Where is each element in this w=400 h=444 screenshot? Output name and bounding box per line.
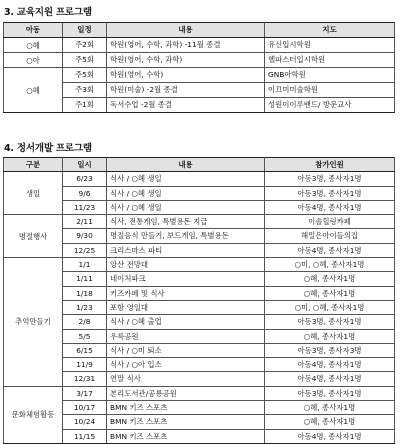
table-cell: 식사 / ○아 입소 bbox=[107, 358, 265, 372]
table-cell: BMN 키즈 스포츠 bbox=[107, 429, 265, 443]
table-row bbox=[4, 172, 395, 186]
table-cell: BMN 키즈 스포츠 bbox=[107, 415, 265, 429]
table-row bbox=[4, 258, 395, 272]
table-cell: ○혜, 종사자1명 bbox=[265, 329, 395, 343]
table-cell: 12/25 bbox=[63, 243, 107, 257]
table-cell: 9/6 bbox=[63, 186, 107, 200]
table-cell: 키즈카페 및 식사 bbox=[107, 286, 265, 300]
table-row bbox=[4, 83, 395, 98]
table-row bbox=[4, 38, 395, 53]
table-cell: 본리도서관/공룡공원 bbox=[107, 386, 265, 400]
table-row bbox=[4, 315, 395, 329]
table-cell: 11/23 bbox=[63, 200, 107, 214]
table-cell: 식사 / ○혜 출업 bbox=[107, 315, 265, 329]
education-support-table bbox=[3, 22, 395, 113]
table-cell: 1/1 bbox=[63, 258, 107, 272]
table-row bbox=[4, 272, 395, 286]
table-cell: 10/24 bbox=[63, 415, 107, 429]
table-cell: 헬파스터입시학원 bbox=[265, 53, 395, 68]
table-row bbox=[4, 343, 395, 357]
table-cell: 아동3명, 종사자1명 bbox=[265, 186, 395, 200]
table-row bbox=[4, 243, 395, 257]
table-row bbox=[4, 98, 395, 113]
table-row bbox=[4, 68, 395, 83]
group-label: ○아 bbox=[4, 53, 63, 68]
section3-title: 3. 교육지원 프로그램 bbox=[4, 7, 92, 18]
table-cell: ○미, ○혜, 종사자1명 bbox=[265, 258, 395, 272]
emotional-development-table bbox=[3, 157, 395, 444]
table-cell: 우륵공원 bbox=[107, 329, 265, 343]
table-cell: 식사 / ○혜 생일 bbox=[107, 172, 265, 186]
group-label: 생일 bbox=[4, 172, 63, 215]
table-cell: ○미, ○혜, 종사자1명 bbox=[265, 300, 395, 314]
table-cell: 9/30 bbox=[63, 229, 107, 243]
table-cell: 식사 / ○혜 생일 bbox=[107, 186, 265, 200]
table-cell: 독서수업 -2월 종결 bbox=[107, 98, 265, 113]
table-cell: 5/5 bbox=[63, 329, 107, 343]
table-cell: 2/11 bbox=[63, 215, 107, 229]
table-row bbox=[4, 358, 395, 372]
table-cell: 11/15 bbox=[63, 429, 107, 443]
table-cell: 12/31 bbox=[63, 372, 107, 386]
table-cell: 학원(영어, 수학) bbox=[107, 68, 265, 83]
table-row bbox=[4, 200, 395, 214]
table-cell: 아동3명, 종사자3명 bbox=[265, 343, 395, 357]
table-cell: 네이처파크 bbox=[107, 272, 265, 286]
table-cell: 주2회 bbox=[63, 38, 107, 53]
column-header: 지도 bbox=[265, 23, 395, 38]
table-cell: 주5회 bbox=[63, 53, 107, 68]
table-cell: 성원이이루밴드/ 방문교사 bbox=[265, 98, 395, 113]
table-cell: 이솔힐링카페 bbox=[265, 215, 395, 229]
header-row bbox=[4, 158, 395, 172]
column-header: 내용 bbox=[107, 158, 265, 172]
table-cell: 유신입시학원 bbox=[265, 38, 395, 53]
group-label: ○혜 bbox=[4, 38, 63, 53]
table-cell: 아동3명, 종사자1명 bbox=[265, 386, 395, 400]
table-cell: 식사 / ○혜 생일 bbox=[107, 200, 265, 214]
table-cell: 연말 식사 bbox=[107, 372, 265, 386]
table-row bbox=[4, 329, 395, 343]
table-row bbox=[4, 429, 395, 443]
table-row bbox=[4, 415, 395, 429]
table-row bbox=[4, 386, 395, 400]
table-cell: 학원(영어, 수학, 과학) -11월 종결 bbox=[107, 38, 265, 53]
group-label: 명절행사 bbox=[4, 215, 63, 258]
section4-title: 4. 정서개발 프로그램 bbox=[4, 143, 92, 154]
table-cell: 주1회 bbox=[63, 98, 107, 113]
table-cell: 10/17 bbox=[63, 401, 107, 415]
table-cell: 아동3명, 종사자1명 bbox=[265, 172, 395, 186]
table-row bbox=[4, 215, 395, 229]
table-cell: 3/17 bbox=[63, 386, 107, 400]
column-header: 일정 bbox=[63, 23, 107, 38]
table-cell: 아동4명, 종사자1명 bbox=[265, 429, 395, 443]
table-cell: 학원(미술) -2월 종결 bbox=[107, 83, 265, 98]
table-cell: 아동4명, 종사자1명 bbox=[265, 200, 395, 214]
column-header: 내용 bbox=[107, 23, 265, 38]
table-cell: 명절음식 만들기, 보드게임, 특별용돈 bbox=[107, 229, 265, 243]
table-row bbox=[4, 286, 395, 300]
table-cell: 아동4명, 종사자1명 bbox=[265, 372, 395, 386]
table-row bbox=[4, 300, 395, 314]
column-header: 구분 bbox=[4, 158, 63, 172]
column-header: 일시 bbox=[63, 158, 107, 172]
table-cell: 아동4명, 종사자1명 bbox=[265, 243, 395, 257]
table-cell: ○혜, 종사자1명 bbox=[265, 401, 395, 415]
table-cell: ○혜, 종사자1명 bbox=[265, 286, 395, 300]
table-cell: 이끄미미술학원 bbox=[265, 83, 395, 98]
header-row bbox=[4, 23, 395, 38]
table-cell: 주3회 bbox=[63, 83, 107, 98]
table-row bbox=[4, 229, 395, 243]
table-cell: 11/9 bbox=[63, 358, 107, 372]
table-cell: 1/11 bbox=[63, 272, 107, 286]
table-cell: 2/8 bbox=[63, 315, 107, 329]
table-cell: 앙산 전망대 bbox=[107, 258, 265, 272]
table-cell: 해밀은아이들의집 bbox=[265, 229, 395, 243]
column-header: 참가인원 bbox=[265, 158, 395, 172]
table-cell: 주5회 bbox=[63, 68, 107, 83]
column-header: 아동 bbox=[4, 23, 63, 38]
group-label: 추억만들기 bbox=[4, 258, 63, 387]
table-cell: 1/18 bbox=[63, 286, 107, 300]
table-cell: 크리스마스 파티 bbox=[107, 243, 265, 257]
table-cell: 아동3명, 종사자1명 bbox=[265, 315, 395, 329]
table-cell: 1/23 bbox=[63, 300, 107, 314]
table-cell: 식사 / ○미 퇴소 bbox=[107, 343, 265, 357]
group-label: 문화체험활동 bbox=[4, 386, 63, 443]
table-row bbox=[4, 401, 395, 415]
table-cell: GNB아학원 bbox=[265, 68, 395, 83]
table-row bbox=[4, 53, 395, 68]
table-cell: 6/15 bbox=[63, 343, 107, 357]
table-cell: 6/23 bbox=[63, 172, 107, 186]
table-row bbox=[4, 186, 395, 200]
table-cell: 아동4명, 종사자1명 bbox=[265, 358, 395, 372]
table-cell: ○혜, 종사자1명 bbox=[265, 272, 395, 286]
table-cell: ○혜, 종사자1명 bbox=[265, 415, 395, 429]
table-cell: 학원(영어, 수학, 과학) bbox=[107, 53, 265, 68]
table-cell: BMN 키즈 스포츠 bbox=[107, 401, 265, 415]
table-cell: 포항 영일대 bbox=[107, 300, 265, 314]
group-label: ○혜 bbox=[4, 68, 63, 113]
table-cell: 식사, 전통게임, 특별용돈 지급 bbox=[107, 215, 265, 229]
table-row bbox=[4, 372, 395, 386]
